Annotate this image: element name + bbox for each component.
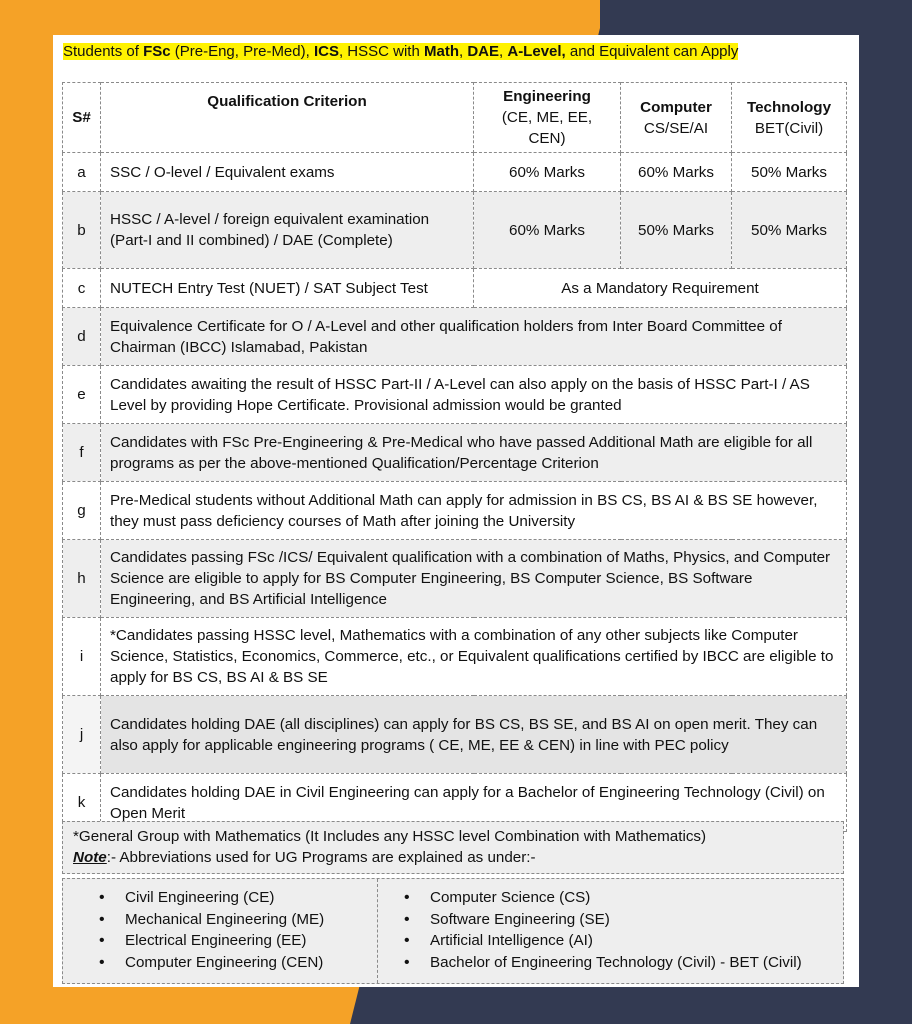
row-criterion: NUTECH Entry Test (NUET) / SAT Subject Test — [101, 269, 474, 308]
row-merged-value: As a Mandatory Requirement — [474, 269, 847, 308]
list-item: • Mechanical Engineering (ME) — [125, 909, 373, 931]
table-row — [63, 424, 847, 482]
row-sn: j — [63, 696, 101, 774]
abbreviations-left-column — [63, 879, 378, 983]
table-row — [63, 540, 847, 618]
header-sn: S# — [63, 83, 101, 153]
abbreviations-box — [62, 878, 844, 984]
table-row — [63, 153, 847, 192]
row-sn: k — [63, 774, 101, 832]
row-sn: i — [63, 618, 101, 696]
row-criterion: HSSC / A-level / foreign equivalent examination (Part-I and II combined) / DAE (Complete) — [101, 192, 474, 269]
row-criterion: *Candidates passing HSSC level, Mathematics with a combination of any other subjects like Computer Science, Statistics, Economics, Commerce, etc., or Equivalent qualifications certified by IBCC are eligible to apply for BS CS, BS AI & BS SE — [101, 618, 847, 696]
list-item: • Computer Science (CS) — [430, 887, 839, 909]
row-criterion: SSC / O-level / Equivalent exams — [101, 153, 474, 192]
table-row — [63, 618, 847, 696]
eligibility-headline: Students of FSc (Pre-Eng, Pre-Med), ICS, HSSC with Math, DAE, A-Level, and Equivalent can Apply — [63, 43, 739, 60]
row-sn: h — [63, 540, 101, 618]
header-engineering: Engineering (CE, ME, EE, CEN) — [474, 83, 621, 153]
row-comp-value: 50% Marks — [621, 192, 732, 269]
list-item: • Civil Engineering (CE) — [125, 887, 373, 909]
row-criterion: Candidates passing FSc /ICS/ Equivalent qualification with a combination of Maths, Physics, and Computer Science are eligible to apply for BS Computer Engineering, BS Computer Science, BS Software Engineering, and BS Artificial Intelligence — [101, 540, 847, 618]
list-item: • Electrical Engineering (EE) — [125, 930, 373, 952]
row-tech-value: 50% Marks — [732, 153, 847, 192]
abbreviation-note: Note:- Abbreviations used for UG Programs are explained as under:- — [73, 849, 536, 866]
row-criterion: Equivalence Certificate for O / A-Level and other qualification holders from Inter Board Committee of Chairman (IBCC) Islamabad, Pakistan — [101, 308, 847, 366]
row-sn: b — [63, 192, 101, 269]
table-row — [63, 482, 847, 540]
list-item: • Computer Engineering (CEN) — [125, 952, 373, 974]
row-tech-value: 50% Marks — [732, 192, 847, 269]
row-criterion: Candidates holding DAE in Civil Engineering can apply for a Bachelor of Engineering Technology (Civil) on Open Merit — [101, 774, 847, 832]
list-item: • Software Engineering (SE) — [430, 909, 839, 931]
row-criterion: Pre-Medical students without Additional Math can apply for admission in BS CS, BS AI & BS SE however, they must pass deficiency courses of Math after joining the University — [101, 482, 847, 540]
abbreviations-right-column — [378, 879, 843, 983]
row-criterion: Candidates awaiting the result of HSSC Part-II / A-Level can also apply on the basis of HSSC Part-I / AS Level by providing Hope Certificate. Provisional admission would be granted — [101, 366, 847, 424]
table-row — [63, 366, 847, 424]
table-row — [63, 269, 847, 308]
general-group-note: *General Group with Mathematics (It Includes any HSSC level Combination with Mathematics) — [73, 828, 707, 845]
row-eng-value: 60% Marks — [474, 192, 621, 269]
eligibility-card — [53, 35, 859, 987]
table-header-row — [63, 83, 847, 153]
list-item: • Bachelor of Engineering Technology (Civil) - BET (Civil) — [430, 952, 839, 974]
row-comp-value: 60% Marks — [621, 153, 732, 192]
qualification-table — [62, 82, 847, 832]
row-sn: a — [63, 153, 101, 192]
row-sn: d — [63, 308, 101, 366]
header-computer: Computer CS/SE/AI — [621, 83, 732, 153]
table-row — [63, 192, 847, 269]
table-row — [63, 696, 847, 774]
list-item: • Artificial Intelligence (AI) — [430, 930, 839, 952]
row-sn: f — [63, 424, 101, 482]
row-criterion: Candidates with FSc Pre-Engineering & Pre-Medical who have passed Additional Math are eligible for all programs as per the above-mentioned Qualification/Percentage Criterion — [101, 424, 847, 482]
row-eng-value: 60% Marks — [474, 153, 621, 192]
row-sn: e — [63, 366, 101, 424]
row-criterion: Candidates holding DAE (all disciplines) can apply for BS CS, BS SE, and BS AI on open merit. They can also apply for applicable engineering programs ( CE, ME, EE & CEN) in line with PEC policy — [101, 696, 847, 774]
row-sn: c — [63, 269, 101, 308]
table-row — [63, 308, 847, 366]
row-sn: g — [63, 482, 101, 540]
notes-box — [62, 821, 844, 874]
header-technology: Technology BET(Civil) — [732, 83, 847, 153]
header-criterion: Qualification Criterion — [101, 83, 474, 153]
